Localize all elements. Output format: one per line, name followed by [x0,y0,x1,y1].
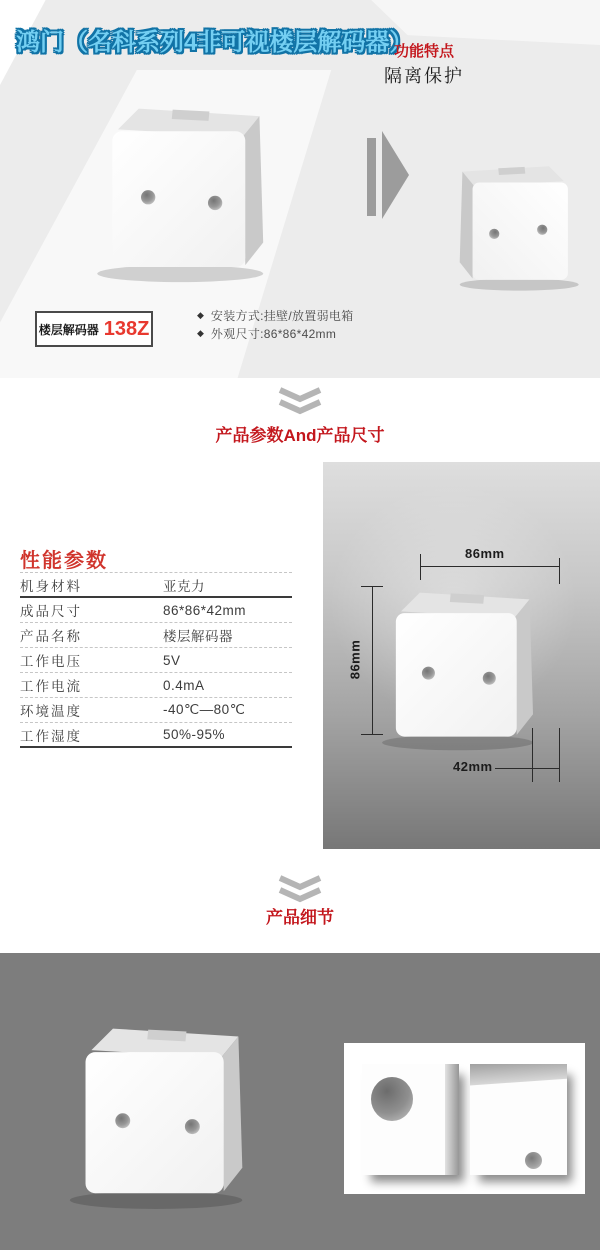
row-label: 成品尺寸 [20,604,82,619]
hole-closeup [525,1152,542,1169]
list-item [197,324,354,342]
table-row [20,623,292,648]
product-details-strip [0,953,600,1250]
device-side-edge [445,1064,459,1175]
feature-item: 隔离保护 [384,66,464,86]
product-photo-detail [62,1005,258,1211]
double-chevron-down-icon [276,387,324,415]
product-photo-small [448,150,585,292]
model-name: 楼层解码器 [38,322,99,337]
dimension-tick [361,734,383,735]
row-label: 工作电流 [20,679,82,694]
row-value: 0.4mA [163,677,205,693]
closeup-mounting-hole [362,1064,459,1175]
model-badge [35,311,153,347]
depth-dimension-label: 42mm [453,759,493,774]
hole-closeup [371,1077,413,1121]
arrow-triangle [382,131,409,219]
row-value: -40℃—80℃ [163,702,246,717]
double-chevron-down-icon [276,875,324,903]
performance-heading: 性能参数 [20,550,108,572]
row-value: 5V [163,652,181,668]
table-row [20,698,292,723]
params-section-heading: 产品参数And产品尺寸 [215,426,385,445]
bullet-text: 外观尺寸:86*86*42mm [210,326,337,341]
table-row [20,723,292,748]
dimension-figure [323,462,600,849]
row-label: 机身材料 [20,578,82,594]
row-value: 86*86*42mm [163,602,247,618]
dimension-line-height [372,586,373,734]
details-section-heading: 产品细节 [266,908,334,927]
height-dimension-label: 86mm [347,639,363,680]
row-label: 环境温度 [20,704,82,719]
row-value: 亚克力 [163,578,205,594]
spec-bullet-list [197,306,354,342]
arrow-right-icon [367,131,413,219]
row-label: 产品名称 [20,629,82,644]
width-dimension-label: 86mm [465,546,505,561]
closeup-corner [470,1064,567,1175]
diamond-bullet-icon: ◆ [197,309,204,320]
row-label: 工作电压 [20,654,82,669]
dimension-tick [420,554,421,580]
row-value: 50%-95% [163,727,226,742]
page-title: 鸿门（名科系列4非可视楼层解码器） [16,29,414,56]
diamond-bullet-icon: ◆ [197,327,204,338]
device-top-edge [470,1064,567,1086]
product-photo-dimensioned [375,572,547,752]
table-row [20,648,292,673]
table-row [20,598,292,623]
row-value: 楼层解码器 [163,629,233,644]
dimension-tick [361,586,383,587]
dimension-line-width [420,566,560,567]
table-row [20,573,292,598]
features-heading: 功能特点 [394,43,455,60]
arrow-bar [367,138,376,216]
performance-table [20,572,292,748]
model-code: 138Z [103,317,150,340]
dimension-tick [559,728,560,782]
detail-closeups-card [344,1043,585,1194]
table-row [20,673,292,698]
row-label: 工作湿度 [20,728,82,744]
dimension-tick [559,558,560,584]
bullet-text: 安装方式:挂壁/放置弱电箱 [210,308,354,323]
list-item [197,306,354,324]
dimension-line-depth [495,768,560,769]
product-photo-large [88,86,280,284]
hero-section [0,0,600,378]
dimension-tick [532,728,533,782]
